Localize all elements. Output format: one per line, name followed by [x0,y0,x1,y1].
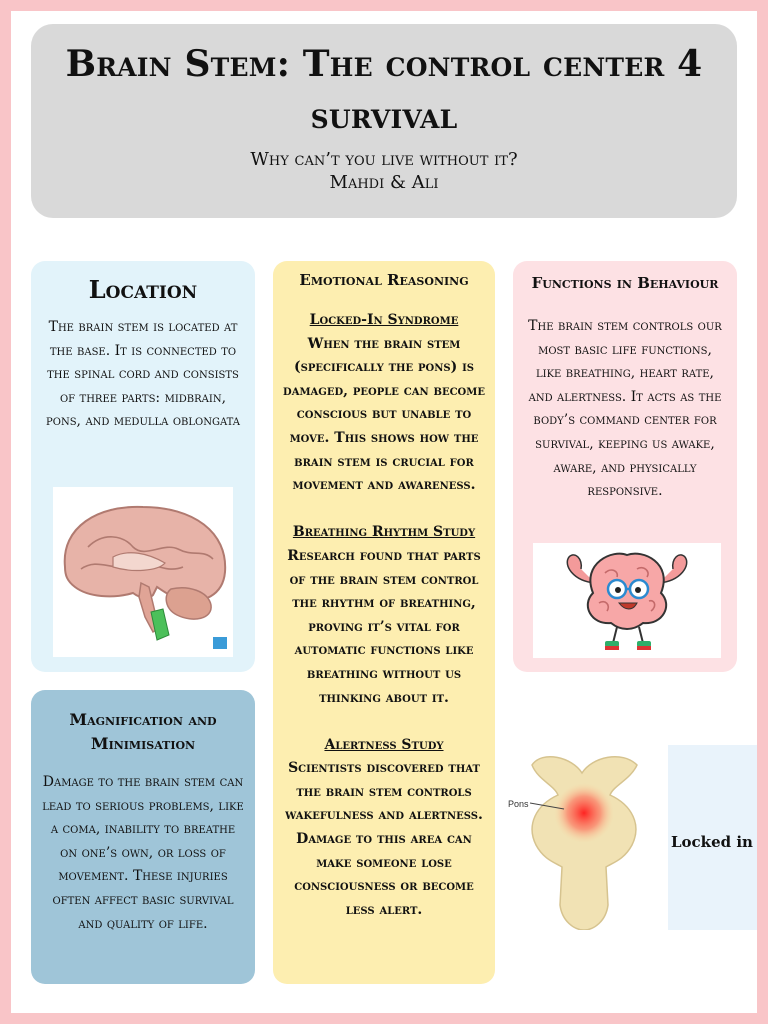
functions-heading: Functions in Behaviour [531,274,719,292]
magnification-card [31,690,255,984]
brainstem-pons-icon [502,745,668,930]
locked-in-caption: Locked in [671,833,753,851]
locked-in-text: When the brain stem (specifically the pons) is damaged, people can become conscious but unable to move. This shows how the brain stem is crucial for movement and awareness. [283,335,485,494]
brain-sagittal-icon [53,487,233,657]
breathing-title: Breathing Rhythm Study [292,524,476,541]
breathing-text: Research found that parts of the brain stem control the rhythm of breathing, proving it’s vital for automatic functions like breathing without us thinking about it. [287,547,481,706]
breathing-block [273,521,495,710]
poster-authors: Mahdi & Ali [329,172,439,193]
functions-card [513,261,737,672]
emotional-heading: Emotional Reasoning [299,271,469,289]
poster-title: Brain Stem: The control center 4 survival [65,43,703,137]
pons-label: Pons [508,799,529,809]
header-banner [31,24,737,218]
alertness-block [273,734,495,923]
magnification-heading: Magnification and Minimisation [69,710,217,753]
alertness-title: Alertness Study [324,736,444,753]
location-card [31,261,255,672]
emotional-reasoning-card [273,261,495,984]
poster [11,11,757,1013]
locked-in-title: Locked-In Syndrome [309,312,459,328]
brain-sagittal-image [53,487,233,657]
cartoon-brain-image [533,543,721,658]
locked-in-block [273,309,495,498]
cartoon-brain-icon [533,543,721,658]
pons-locked-in-image [502,745,757,930]
location-text: The brain stem is located at the base. It is connected to the spinal cord and consists of three parts: midbrain, pons, and medulla oblongata [46,319,240,430]
functions-text: The brain stem controls our most basic life functions, like breathing, heart rate, and alertness. It acts as the body’s command center for survival, keeping us awake, aware, and physically responsive. [528,318,722,500]
alertness-text: Scientists discovered that the brain stem controls wakefulness and alertness. Damage to this area can make someone lose consciousness or become less alert. [285,760,483,918]
magnification-text: Damage to the brain stem can lead to serious problems, like a coma, inability to breathe on one’s own, or loss of movement. These injuries often affect basic survival and quality of life. [42,774,244,932]
poster-subtitle: Why can’t you live without it? [250,149,518,170]
location-heading: Location [88,275,198,304]
